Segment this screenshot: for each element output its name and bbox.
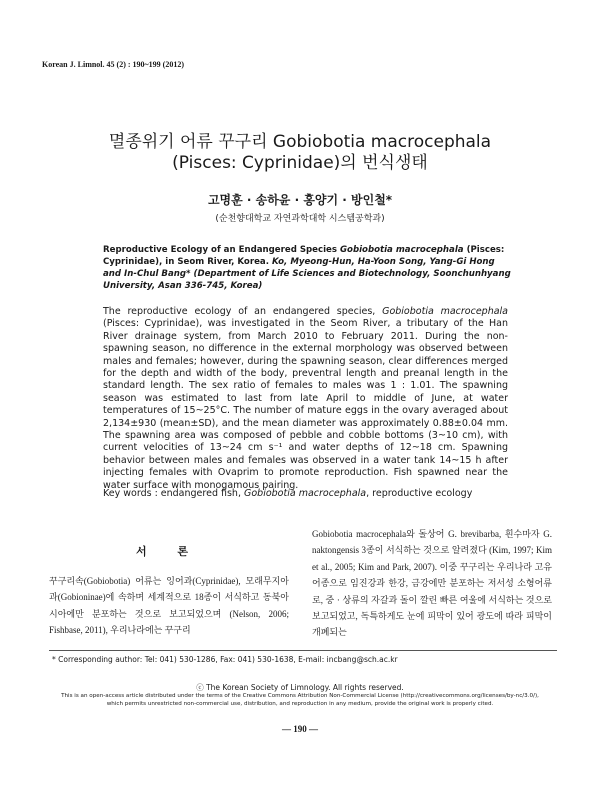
body-column-left: 꾸구리속(Gobiobotia) 어류는 잉어과(Cyprinidae), 모래무지아과(Gobioninae)에 속하며 세계적으로 18종이 서식하고 동북아시아에만 분포하는 것으로 보고되었으며 (Nelson, 2006; Fishbase, 2011), 우리나라에는 꾸구리 [49,576,289,636]
page-number: — 190 — [282,724,318,734]
abstract-part-1: The reproductive ecology of an endangered species, [103,306,383,317]
keywords-species: Gobiobotia macrocephala [243,488,367,499]
title-line-1: 멸종위기 어류 꾸구리 Gobiobotia macrocephala [108,132,492,152]
english-title-block [103,244,515,292]
english-title-prefix: Reproductive Ecology of an Endangered Species [103,245,340,255]
section-heading-introduction: 서 론 [135,546,202,558]
abstract-part-2: (Pisces: Cyprinidae), was investigated in the Seom River, a tributary of the Han River drainage system, from March 2010 to February 2011. During the non-spawning season, no difference in the external morphology was observed between males and females; however, during the spawning season, clear differences merged for the depth and width of the body, preventral length and preanal length in the standard length. The sex ratio of females to males was 1 : 1.01. The spawning season was estimated to last from late April to middle of June, at water temperatures of 15~25°C. The number of mature eggs in the ovary averaged about 2,134±930 (mean±SD), and the mean diameter was approximately 0.88±0.04 mm. The spawning area was composed of pebble and cobble bottoms (3~10 cm), with current velocities of 13~24 cm s⁻¹ and water depths of 12~18 cm. Spawning behavior between males and females was observed in a water tank 14~15 h after injecting females with Ovaprim to promote reproduction. Fish spawned near the water surface with monogamous pairing. [103,318,508,491]
english-authors: Ko, Myeong-Hun, Ha-Yoon Song, Yang-Gi Hong and In-Chul Bang* [103,257,495,279]
journal-header: Korean J. Limnol. 45 (2) : 190~199 (2012) [42,60,185,69]
license-notice [30,693,570,708]
korean-affiliation: (순천향대학교 자연과학대학 시스템공학과) [215,214,385,224]
abstract-species: Gobiobotia macrocephala [382,306,508,317]
body-column-right: Gobiobotia macrocephala와 돌상어 G. brevibarba, 흰수마자 G. naktongensis 3종이 서식하는 것으로 알려졌다 (Kim, 1997; Kim et al., 2005; Kim and Park, 2007). 이중 꾸구리는 우리나라 고유어종으로 임진강과 한강, 금강에만 분포하는 저서성 소형어류로, 중 · 상류의 자갈과 돌이 깔린 빠른 여울에 서식하는 것으로 보고되었고, 독특하게도 눈에 피막이 있어 광도에 따라 피막이 개폐되는 [312,529,552,638]
license-line-1: This is an open-access article distributed under the terms of the Creative Commons Attribution Non-Commercial License (http://creativecommons.org/licenses/by-nc/3.0/), [61,693,539,699]
keywords-rest: , reproductive ecology [366,488,473,499]
title-line-2: (Pisces: Cyprinidae)의 번식생태 [172,153,428,173]
keywords [103,488,508,500]
license-line-2: which permits unrestricted non-commercial use, distribution, and reproduction in any medium, provide the original work is properly cited. [106,700,494,707]
english-title-species: Gobiobotia macrocephala [339,245,464,255]
abstract [103,306,508,492]
english-affiliation: (Department of Life Sciences and Biotechnology, Soonchunhyang University, Asan 336-745, Korea) [103,269,511,291]
english-title-suffix: (Pisces: Cyprinidae), in Seom River, Korea. [103,245,505,267]
keywords-label: Key words : endangered fish, [103,488,244,499]
corresponding-author-footnote: * Corresponding author: Tel: 041) 530-1286, Fax: 041) 530-1638, E-mail: incbang@sch.ac.kr [52,655,398,664]
korean-authors: 고명훈 · 송하윤 · 홍양기 · 방인철* [207,193,393,207]
copyright-notice: ⓒ The Korean Society of Limnology. All rights reserved. [196,683,404,692]
footnote-divider [49,650,557,651]
